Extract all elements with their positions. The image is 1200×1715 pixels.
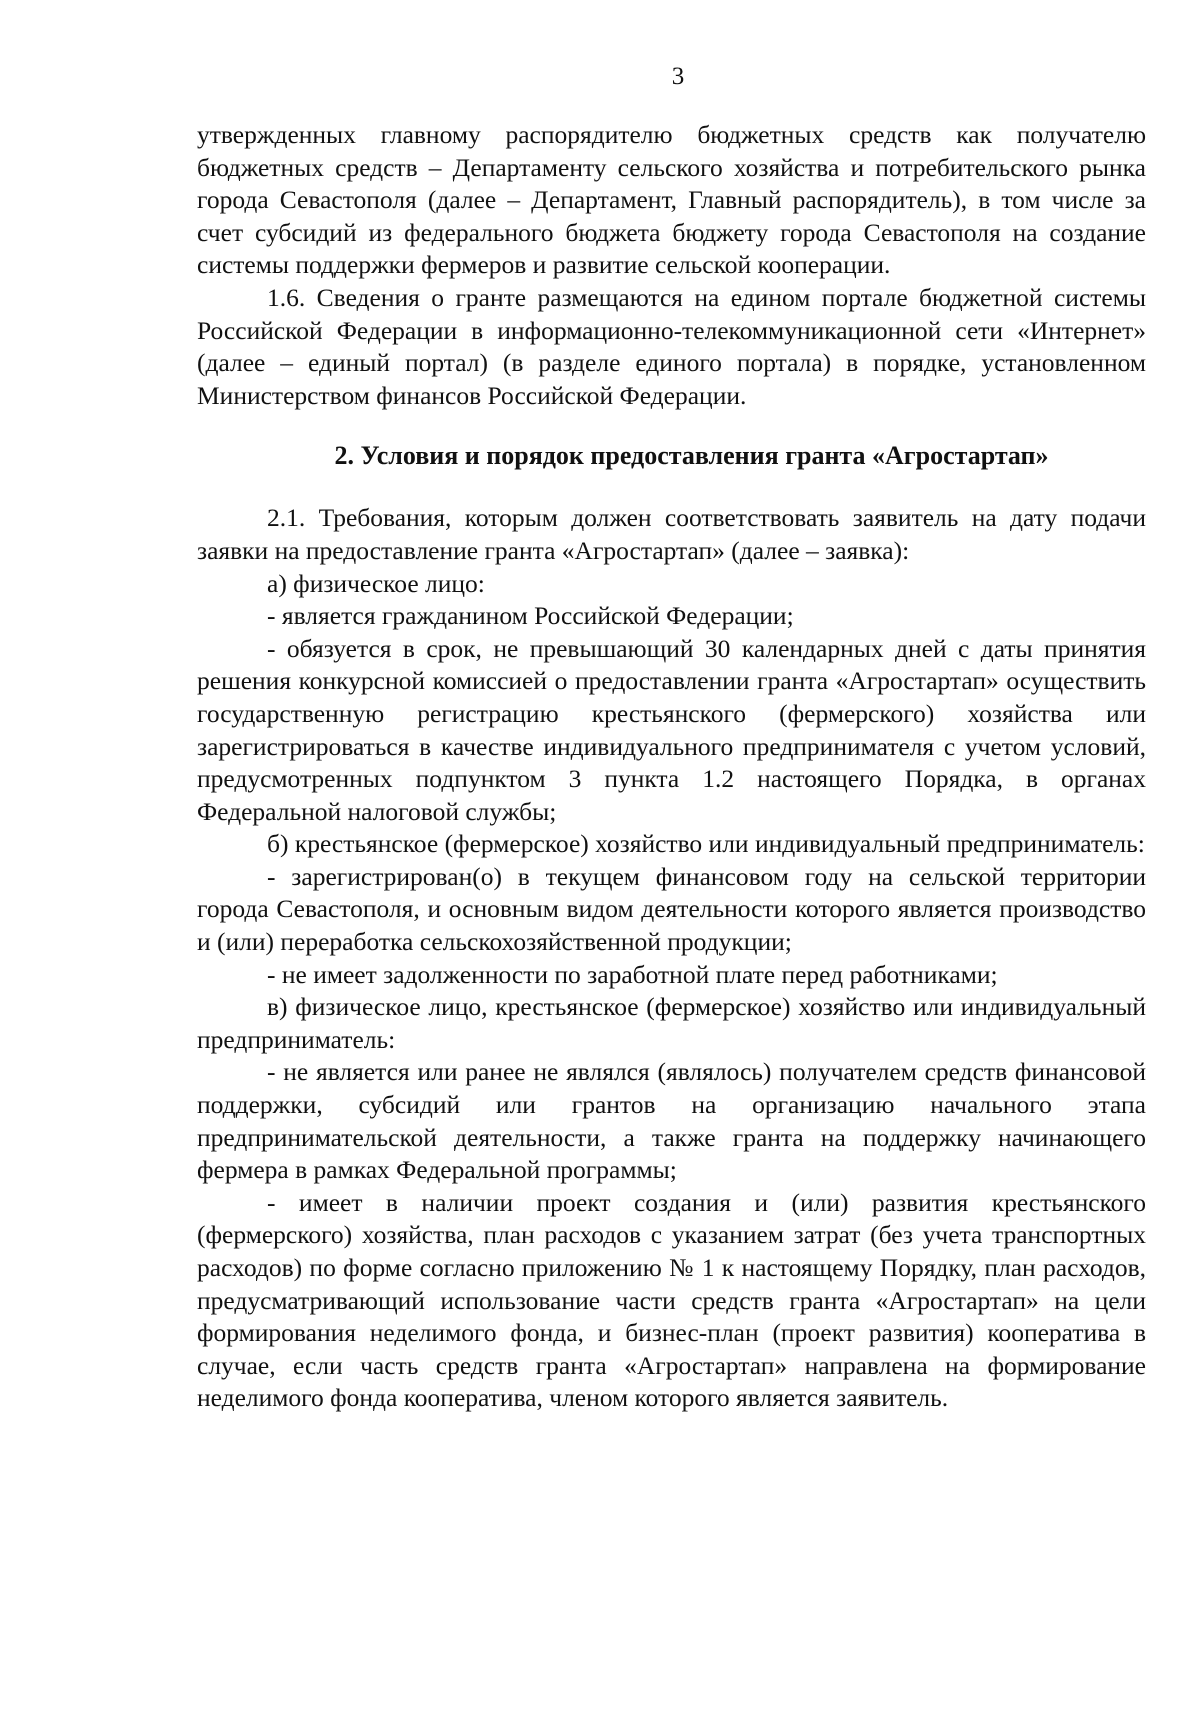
item-a-registration: - обязуется в срок, не превышающий 30 календарных дней с даты принятия решения конкурсной комиссией о предоставлении гранта «Агростартап» осуществить государственную регистрацию крестьянского (фермерского) хозяйства или зарегистрироваться в качестве индивидуального предпринимателя с учетом условий, предусмотренных подпунктом 3 пункта 1.2 настоящего Порядка, в органах Федеральной налоговой службы; bbox=[197, 633, 1146, 826]
section-heading: 2. Условия и порядок предоставления гранта «Агростартап» bbox=[334, 441, 1049, 471]
paragraph-2-1: 2.1. Требования, которым должен соответствовать заявитель на дату подачи заявки на предоставление гранта «Агростартап» (далее – заявка): bbox=[197, 503, 1146, 565]
paragraph-budget-funds: утвержденных главному распорядителю бюджетных средств как получателю бюджетных средств – Департаменту сельского хозяйства и потребительского рынка города Севастополя (далее – Департамент, Главный распорядитель), в том числе за счет субсидий из федерального бюджета бюджету города Севастополя на создание системы поддержки фермеров и развитие сельской кооперации. bbox=[197, 120, 1146, 280]
paragraph-1-6: 1.6. Сведения о гранте размещаются на едином портале бюджетной системы Российской Федерации в информационно-телекоммуникационной сети «Интернет» (далее – единый портал) (в разделе единого портала) в порядке, установленном Министерством финансов Российской Федерации. bbox=[197, 282, 1146, 410]
item-a: а) физическое лицо: bbox=[267, 568, 485, 598]
item-v: в) физическое лицо, крестьянское (фермерское) хозяйство или индивидуальный предприниматель: bbox=[197, 992, 1146, 1054]
item-b-registered: - зарегистрирован(о) в текущем финансовом году на сельской территории города Севастополя, и основным видом деятельности которого является производство и (или) переработка сельскохозяйственной продукции; bbox=[197, 861, 1146, 957]
item-v-project: - имеет в наличии проект создания и (или) развития крестьянского (фермерского) хозяйства, план расходов с указанием затрат (без учета транспортных расходов) по форме согласно приложению № 1 к настоящему Порядку, план расходов, предусматривающий использование части средств гранта «Агростартап» на цели формирования неделимого фонда, и бизнес-план (проект развития) кооператива в случае, если часть средств гранта «Агростартап» направлена на формирование неделимого фонда кооператива, членом которого является заявитель. bbox=[197, 1187, 1146, 1413]
document-body bbox=[197, 119, 1146, 1415]
page-number: 3 bbox=[671, 63, 685, 90]
item-b: б) крестьянское (фермерское) хозяйство или индивидуальный предприниматель: bbox=[267, 829, 1145, 859]
item-a-citizen: - является гражданином Российской Федерации; bbox=[267, 601, 794, 631]
item-v-not-recipient: - не является или ранее не являлся (являлось) получателем средств финансовой поддержки, субсидий или грантов на организацию начального этапа предпринимательской деятельности, а также гранта на поддержку начинающего фермера в рамках Федеральной программы; bbox=[197, 1057, 1146, 1185]
item-b-no-debt: - не имеет задолженности по заработной плате перед работниками; bbox=[267, 959, 998, 989]
